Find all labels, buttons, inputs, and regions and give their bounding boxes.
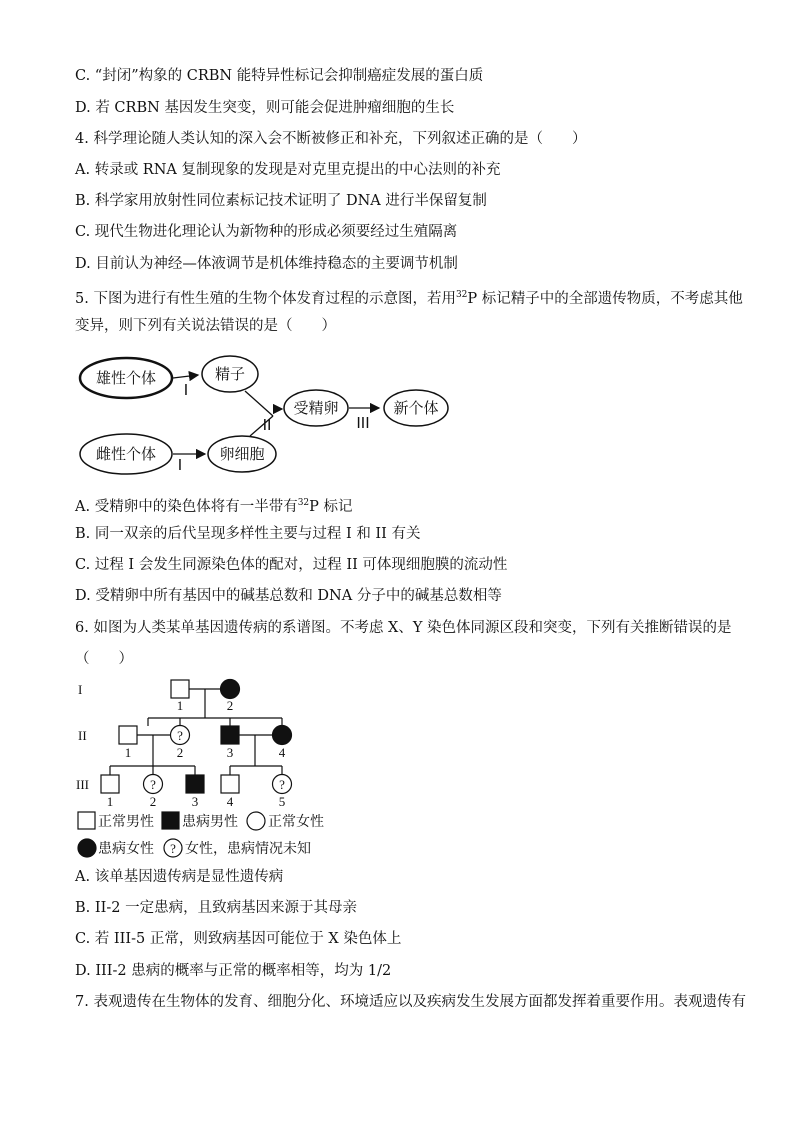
legend-affected-female-icon bbox=[78, 839, 96, 857]
question-4-stem: 4. 科学理论随人类认知的深入会不断被修正和补充，下列叙述正确的是（ ） bbox=[75, 131, 587, 147]
gen1-num-1: 1 bbox=[176, 698, 184, 713]
question-5-option-d: D. 受精卵中所有基因中的碱基总数和 DNA 分子中的碱基总数相等 bbox=[75, 588, 502, 604]
gen2-male-3 bbox=[221, 726, 239, 744]
gen-label-III: III bbox=[76, 777, 89, 792]
gen3-male-3 bbox=[186, 775, 204, 793]
question-4-option-b: B. 科学家用放射性同位素标记技术证明了 DNA 进行半保留复制 bbox=[75, 193, 487, 209]
question-6-option-d: D. III-2 患病的概率与正常的概率相等，均为 1/2 bbox=[75, 963, 392, 979]
legend-normal-female-icon bbox=[247, 812, 265, 830]
legend-question-mark: ? bbox=[170, 841, 176, 856]
question-5-option-b: B. 同一双亲的后代呈现多样性主要与过程 I 和 II 有关 bbox=[75, 526, 421, 542]
female-node bbox=[80, 434, 172, 474]
gen3-male-1 bbox=[101, 775, 119, 793]
zygote-label: 受精卵 bbox=[293, 399, 339, 417]
male-node bbox=[80, 358, 172, 398]
step-1-top-label: I bbox=[183, 381, 189, 399]
gen3-num-4: 4 bbox=[226, 794, 234, 809]
question-4-option-c: C. 现代生物进化理论认为新物种的形成必须要经过生殖隔离 bbox=[75, 224, 458, 240]
gen3-5-question-mark: ? bbox=[279, 777, 285, 792]
egg-label: 卵细胞 bbox=[219, 445, 265, 463]
pedigree-chart bbox=[70, 674, 360, 864]
question-4-option-a: A. 转录或 RNA 复制现象的发现是对克里克提出的中心法则的补充 bbox=[75, 162, 501, 178]
legend-normal-male-label: 正常男性 bbox=[98, 814, 154, 830]
gen2-num-2: 2 bbox=[176, 745, 184, 760]
question-6-paren: （ ） bbox=[75, 651, 133, 667]
question-4-option-d: D. 目前认为神经—体液调节是机体维持稳态的主要调节机制 bbox=[75, 256, 458, 272]
gen3-num-5: 5 bbox=[278, 794, 286, 809]
question-5-option-c: C. 过程 I 会发生同源染色体的配对，过程 II 可体现细胞膜的流动性 bbox=[75, 557, 508, 573]
new-individual-node bbox=[384, 390, 448, 426]
legend-affected-male-icon bbox=[162, 812, 179, 829]
option-4d-prev: D. 若 CRBN 基因发生突变，则可能会促进肿瘤细胞的生长 bbox=[75, 100, 455, 116]
gen3-male-4 bbox=[221, 775, 239, 793]
gen-label-I: I bbox=[78, 682, 83, 697]
question-5-stem-cont: 变异，则下列有关说法错误的是（ ） bbox=[75, 318, 336, 334]
question-6-option-c: C. 若 III-5 正常，则致病基因可能位于 X 染色体上 bbox=[75, 931, 402, 947]
gen3-num-3: 3 bbox=[191, 794, 199, 809]
male-label: 雄性个体 bbox=[95, 369, 157, 387]
gen2-female-4 bbox=[273, 726, 292, 745]
gen2-num-4: 4 bbox=[278, 745, 286, 760]
sperm-node bbox=[202, 356, 258, 392]
question-7-stem: 7. 表观遗传在生物体的发育、细胞分化、环境适应以及疾病发生发展方面都发挥着重要作用。表观遗传有 bbox=[75, 994, 746, 1010]
sperm-label: 精子 bbox=[214, 365, 246, 383]
gen2-2-question-mark: ? bbox=[177, 728, 183, 743]
gen3-num-1: 1 bbox=[106, 794, 114, 809]
question-5-stem: 5. 下图为进行有性生殖的生物个体发育过程的示意图，若用$^{32}$P 标记精子中的全部遗传物质，不考虑其他 bbox=[75, 290, 743, 307]
legend-unknown-female-label: 女性，患病情况未知 bbox=[185, 841, 311, 857]
step-2-label: II bbox=[262, 416, 272, 434]
gen2-num-1: 1 bbox=[124, 745, 132, 760]
new-individual-label: 新个体 bbox=[393, 399, 439, 417]
legend-normal-female-label: 正常女性 bbox=[268, 814, 324, 830]
question-6-stem: 6. 如图为人类某单基因遗传病的系谱图。不考虑 X、Y 染色体同源区段和突变，下列有关推断错误的是 bbox=[75, 620, 732, 636]
gen1-male-1 bbox=[171, 680, 189, 698]
gen1-female-2 bbox=[221, 680, 240, 699]
gen2-num-3: 3 bbox=[226, 745, 234, 760]
legend-affected-female-label: 患病女性 bbox=[98, 841, 154, 857]
zygote-node bbox=[284, 390, 348, 426]
legend-normal-male-icon bbox=[78, 812, 95, 829]
female-label: 雌性个体 bbox=[95, 445, 157, 463]
gen3-num-2: 2 bbox=[149, 794, 157, 809]
question-5-option-a: A. 受精卵中的染色体将有一半带有$^{32}$P 标记 bbox=[75, 498, 353, 515]
option-4c-prev: C. “封闭”构象的 CRBN 能特异性标记会抑制癌症发展的蛋白质 bbox=[75, 68, 484, 84]
legend-affected-male-label: 患病男性 bbox=[182, 814, 238, 830]
egg-node bbox=[208, 436, 276, 472]
question-6-option-a: A. 该单基因遗传病是显性遗传病 bbox=[75, 869, 284, 885]
arrow-male-sperm bbox=[173, 375, 198, 378]
gen-label-II: II bbox=[78, 728, 87, 743]
reproduction-flow-diagram bbox=[70, 350, 460, 480]
step-1-bottom-label: I bbox=[177, 456, 183, 474]
gen3-2-question-mark: ? bbox=[150, 777, 156, 792]
gen2-male-1 bbox=[119, 726, 137, 744]
question-6-option-b: B. II-2 一定患病，且致病基因来源于其母亲 bbox=[75, 900, 358, 916]
gen1-num-2: 2 bbox=[226, 698, 234, 713]
step-3-label: III bbox=[356, 414, 370, 432]
